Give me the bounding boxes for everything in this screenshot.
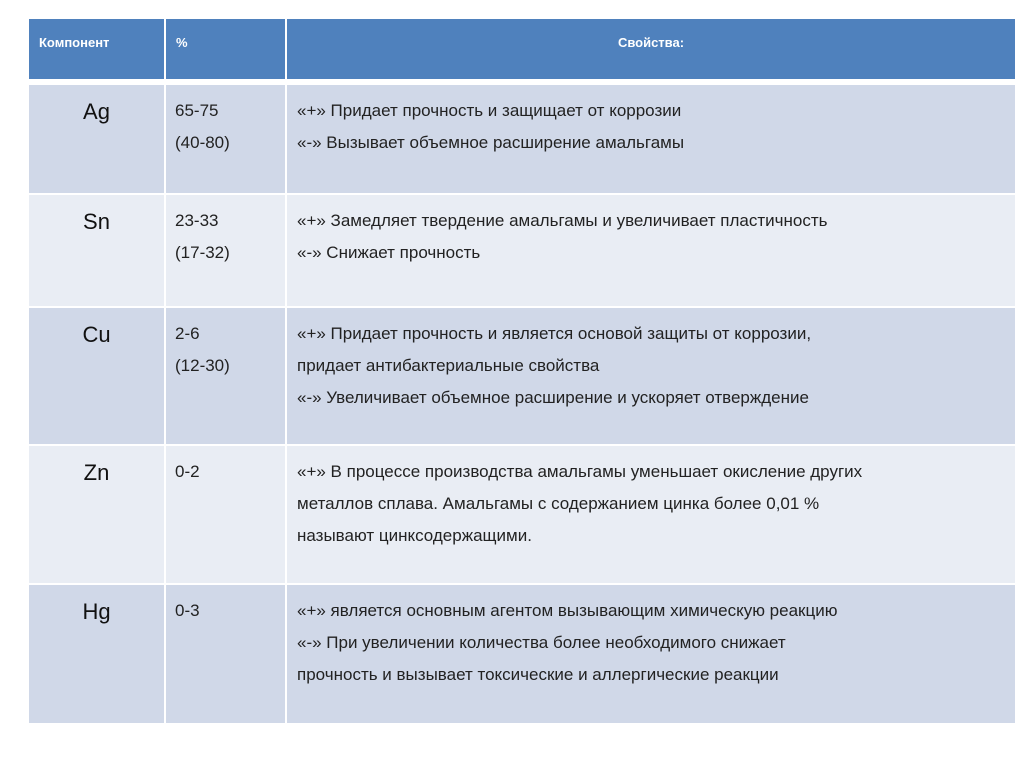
- element-cell: Hg: [28, 584, 165, 724]
- table-row-sn: [28, 194, 1016, 307]
- header-component: Компонент: [28, 18, 165, 80]
- header-properties: Свойства:: [286, 18, 1016, 80]
- property-line: «-» Вызывает объемное расширение амальгамы: [297, 133, 685, 152]
- percent-cell: [165, 194, 286, 307]
- element-cell: Sn: [28, 194, 165, 307]
- properties-cell: [286, 307, 1016, 445]
- percent-line: (40-80): [175, 133, 230, 152]
- property-line: «-» Увеличивает объемное расширение и ускоряет отверждение: [297, 388, 809, 407]
- properties-cell: [286, 445, 1016, 584]
- percent-line: 0-2: [175, 462, 200, 481]
- header-percent: %: [165, 18, 286, 80]
- property-line: «+» В процессе производства амальгамы уменьшает окисление других: [297, 462, 863, 481]
- property-line: прочность и вызывает токсические и аллергические реакции: [297, 665, 779, 684]
- percent-line: 65-75: [175, 101, 219, 120]
- property-line: придает антибактериальные свойства: [297, 356, 600, 375]
- percent-cell: [165, 584, 286, 724]
- element-cell: Cu: [28, 307, 165, 445]
- property-line: «-» При увеличении количества более необходимого снижает: [297, 633, 786, 652]
- property-line: «-» Снижает прочность: [297, 243, 481, 262]
- amalgam-components-table: [27, 17, 1017, 725]
- percent-line: 0-3: [175, 601, 200, 620]
- properties-cell: [286, 194, 1016, 307]
- percent-line: (12-30): [175, 356, 230, 375]
- property-line: «+» Придает прочность и защищает от коррозии: [297, 101, 682, 120]
- percent-line: (17-32): [175, 243, 230, 262]
- table-row-hg: [28, 584, 1016, 724]
- table-row-ag: [28, 84, 1016, 194]
- property-line: металлов сплава. Амальгамы с содержанием цинка более 0,01 %: [297, 494, 820, 513]
- percent-cell: [165, 307, 286, 445]
- property-line: «+» Придает прочность и является основой защиты от коррозии,: [297, 324, 812, 343]
- percent-line: 2-6: [175, 324, 200, 343]
- properties-cell: [286, 584, 1016, 724]
- property-line: «+» является основным агентом вызывающим химическую реакцию: [297, 601, 838, 620]
- percent-line: 23-33: [175, 211, 219, 230]
- property-line: называют цинксодержащими.: [297, 526, 532, 545]
- table-header-row: [28, 18, 1016, 80]
- element-cell: Ag: [28, 84, 165, 194]
- element-cell: Zn: [28, 445, 165, 584]
- table-row-zn: [28, 445, 1016, 584]
- properties-cell: [286, 84, 1016, 194]
- table-row-cu: [28, 307, 1016, 445]
- percent-cell: [165, 445, 286, 584]
- property-line: «+» Замедляет твердение амальгамы и увеличивает пластичность: [297, 211, 828, 230]
- percent-cell: [165, 84, 286, 194]
